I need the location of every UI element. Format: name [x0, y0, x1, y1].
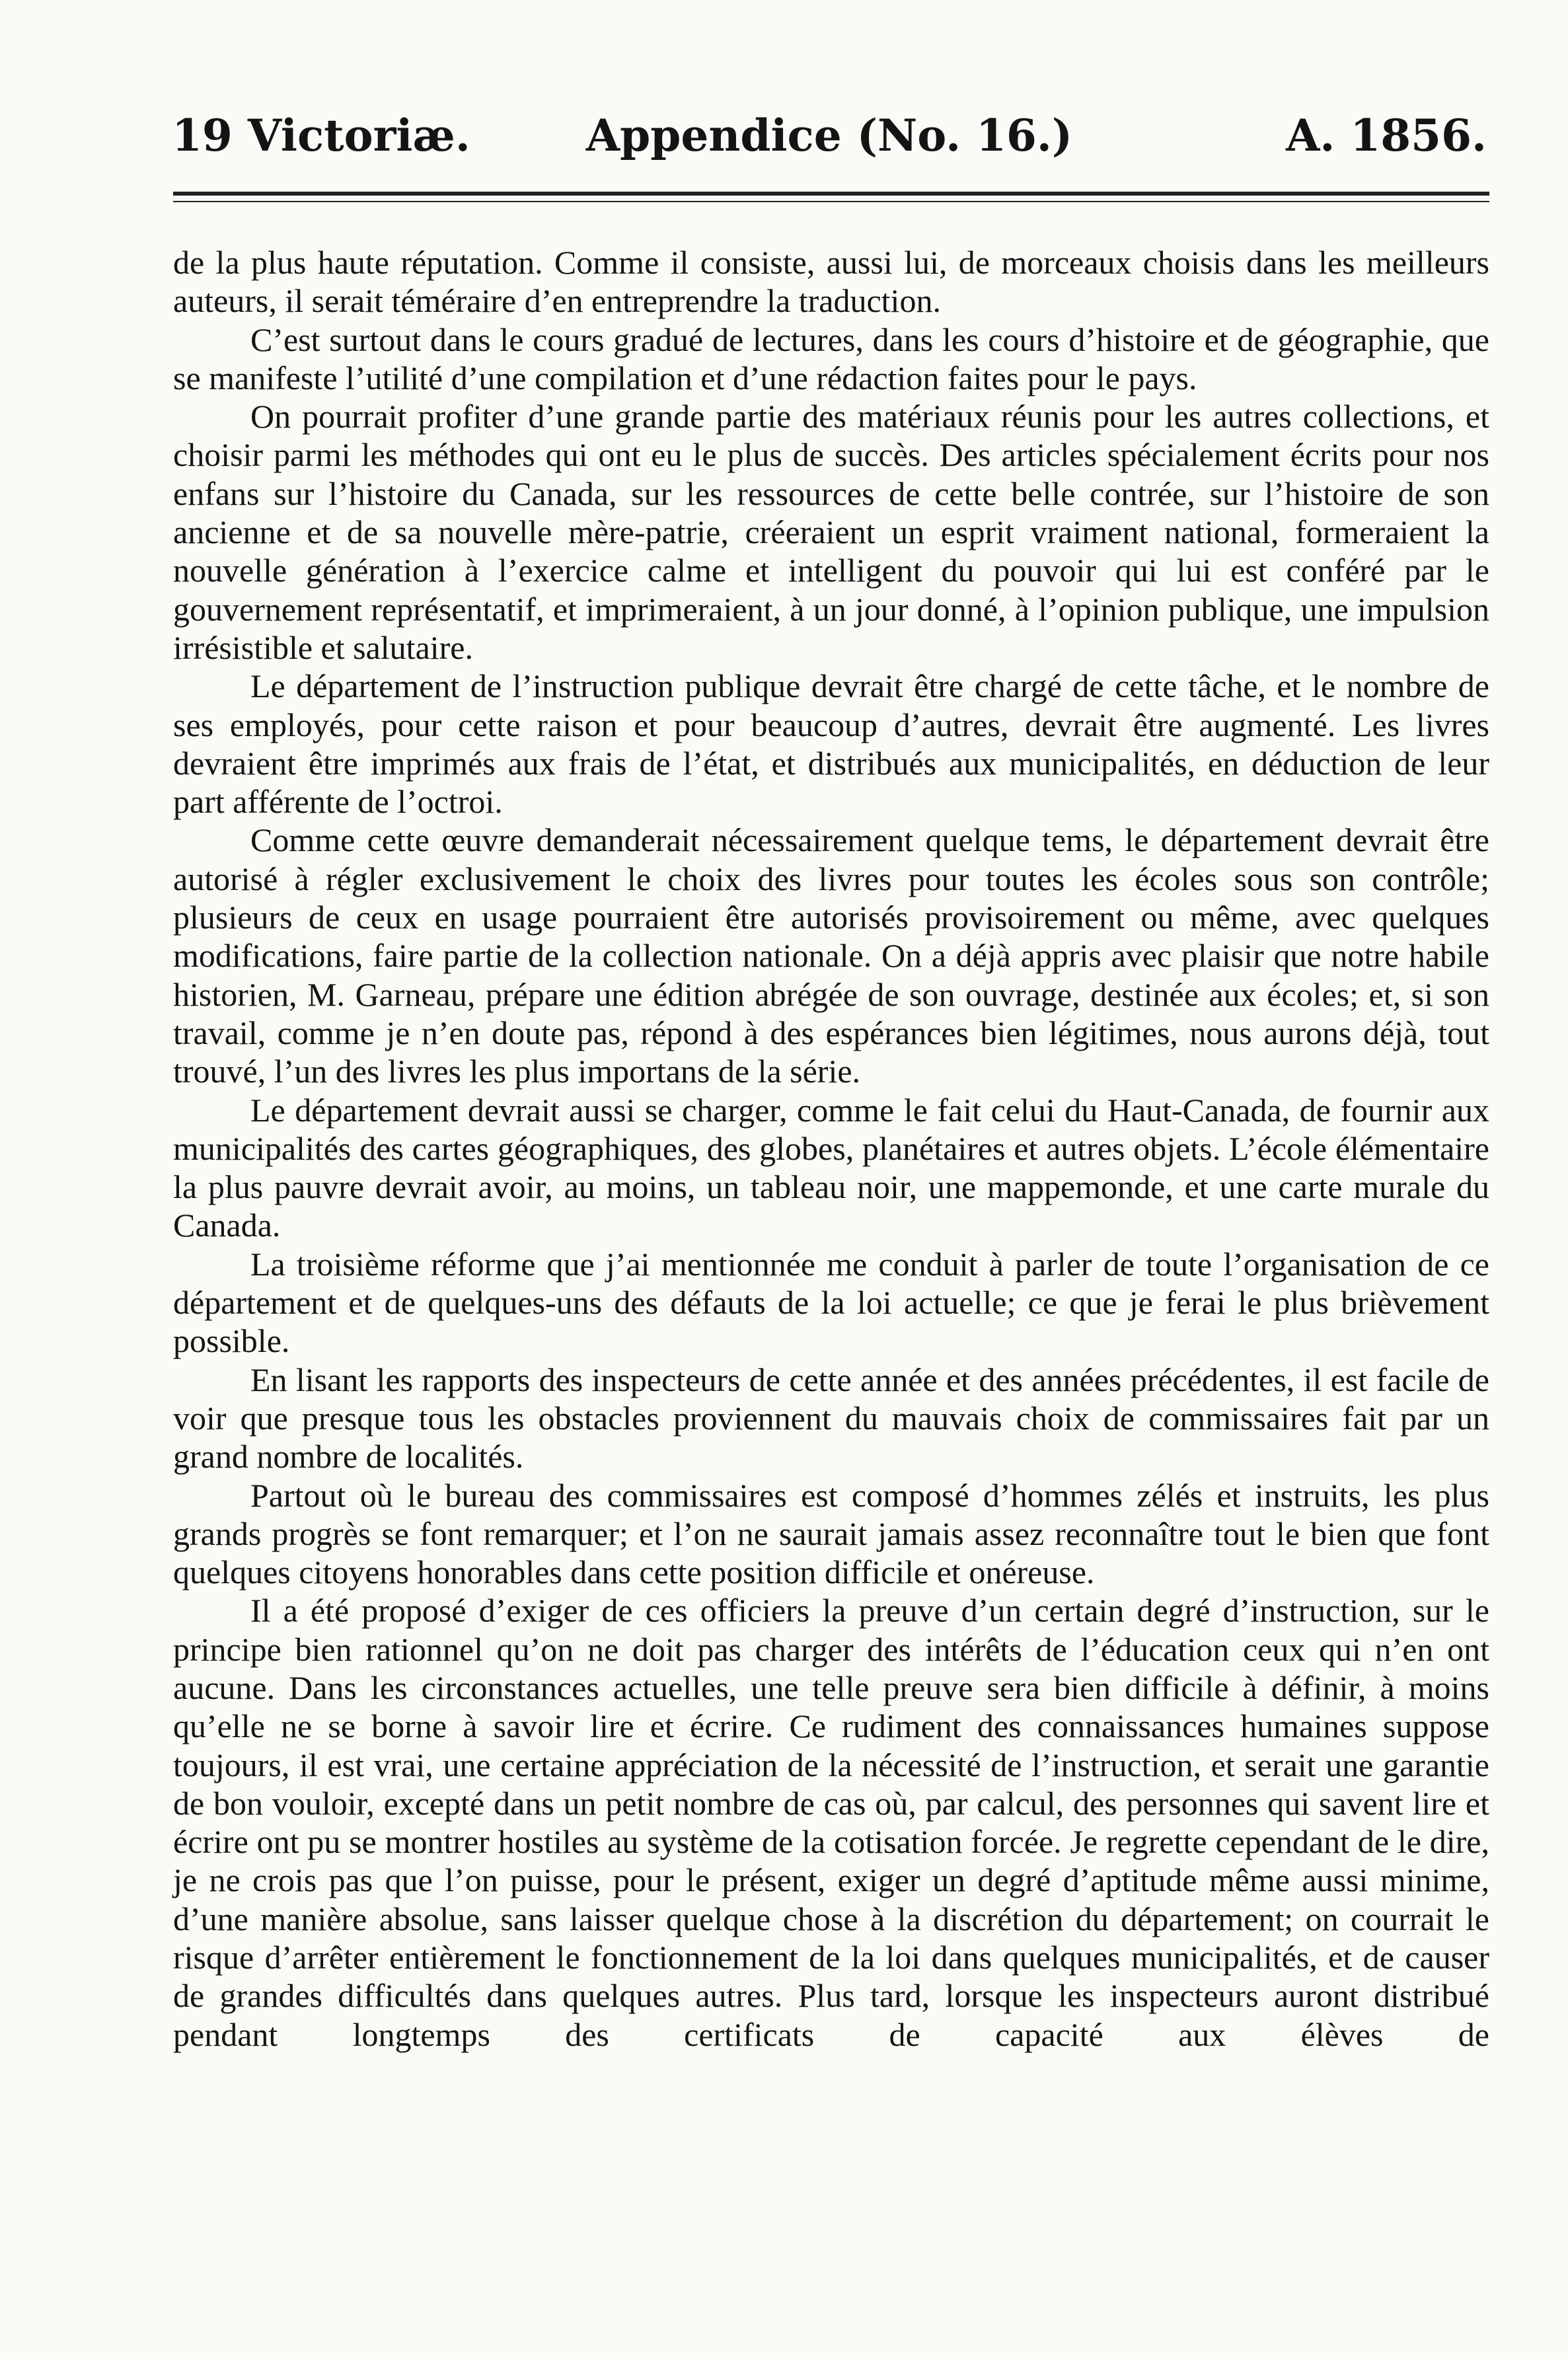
paragraph-6: Le département devrait aussi se charger, comme le fait celui du Haut-Canada, de fournir aux municipalités des cartes géographiques, des globes, planétaires et autres objets. L’école élémentaire la plus pauvre devrait avoir, au moins, un tableau noir, une mappemonde, et une carte murale du Canada. [173, 1091, 1489, 1244]
header-session: 19 Victoriæ. [172, 110, 470, 161]
body-text [173, 243, 1489, 2054]
paragraph-8: En lisant les rapports des inspecteurs de cette année et des années précédentes, il est facile de voir que presque tous les obstacles proviennent du mauvais choix de commissaires fait par un grand nombre de localités. [173, 1361, 1489, 1476]
paragraph-7: La troisième réforme que j’ai mentionnée me conduit à parler de toute l’organisation de ce département et de quelques-uns des défauts de la loi actuelle; ce que je ferai le plus brièvement possible. [173, 1245, 1489, 1360]
paragraph-5: Comme cette œuvre demanderait nécessairement quelque tems, le département devrait être autorisé à régler exclusivement le choix des livres pour toutes les écoles sous son contrôle; plusieurs de ceux en usage pourraient être autorisés provisoirement ou même, avec quelques modifications, faire partie de la collection nationale. On a déjà appris avec plaisir que notre habile historien, M. Garneau, prépare une édition abrégée de son ouvrage, destinée aux écoles; et, si son travail, comme je n’en doute pas, répond à des espérances bien légitimes, nous aurons déjà, tout trouvé, l’un des livres les plus importans de la série. [173, 821, 1489, 1090]
header-year: A. 1856. [1286, 110, 1487, 161]
header-rule-thick [173, 192, 1489, 196]
paragraph-3: On pourrait profiter d’une grande partie des matériaux réunis pour les autres collections, et choisir parmi les méthodes qui ont eu le plus de succès. Des articles spécialement écrits pour nos enfans sur l’histoire du Canada, sur les ressources de cette belle contrée, sur l’histoire de son ancienne et de sa nouvelle mère-patrie, créeraient un esprit vraiment national, formeraient la nouvelle génération à l’exercice calme et intelligent du pouvoir qui lui est conféré par le gouvernement représentatif, et imprimeraient, à un jour donné, à l’opinion publique, une impulsion irrésistible et salutaire. [173, 398, 1489, 666]
header-rule-thin [173, 201, 1489, 202]
paragraph-9: Partout où le bureau des commissaires est composé d’hommes zélés et instruits, les plus grands progrès se font remarquer; et l’on ne saurait jamais assez reconnaître tout le bien que font quelques citoyens honorables dans cette position difficile et onéreuse. [173, 1476, 1489, 1591]
paragraph-2: C’est surtout dans le cours gradué de lectures, dans les cours d’histoire et de géographie, que se manifeste l’utilité d’une compilation et d’une rédaction faites pour le pays. [173, 320, 1489, 396]
paragraph-4: Le département de l’instruction publique devrait être chargé de cette tâche, et le nombre de ses employés, pour cette raison et pour beaucoup d’autres, devrait être augmenté. Les livres devraient être imprimés aux frais de l’état, et distribués aux municipalités, en déduction de leur part afférente de l’octroi. [173, 667, 1489, 821]
header-appendix: Appendice (No. 16.) [585, 110, 1073, 161]
paragraph-1: de la plus haute réputation. Comme il consiste, aussi lui, de morceaux choisis dans les meilleurs auteurs, il serait téméraire d’en entreprendre la traduction. [173, 244, 1489, 320]
paragraph-10: Il a été proposé d’exiger de ces officiers la preuve d’un certain degré d’instruction, sur le principe bien rationnel qu’on ne doit pas charger des intérêts de l’éducation ceux qui n’en ont aucune. Dans les circonstances actuelles, une telle preuve sera bien difficile à définir, à moins qu’elle ne se borne à savoir lire et écrire. Ce rudiment des connaissances humaines suppose toujours, il est vrai, une certaine appréciation de la nécessité de l’instruction, et serait une garantie de bon vouloir, excepté dans un petit nombre de cas où, par calcul, des personnes qui savent lire et écrire ont pu se montrer hostiles au système de la cotisation forcée. Je regrette cependant de le dire, je ne crois pas que l’on puisse, pour le présent, exiger un degré d’aptitude même aussi minime, d’une manière absolue, sans laisser quelque chose à la discrétion du département; on courrait le risque d’arrêter entièrement le fonctionnement de la loi dans quelques municipalités, et de causer de grandes difficultés dans quelques autres. Plus tard, lorsque les inspecteurs auront distribué pendant longtemps des certificats de capacité aux élèves de [173, 1592, 1489, 2053]
running-header [172, 99, 1487, 172]
